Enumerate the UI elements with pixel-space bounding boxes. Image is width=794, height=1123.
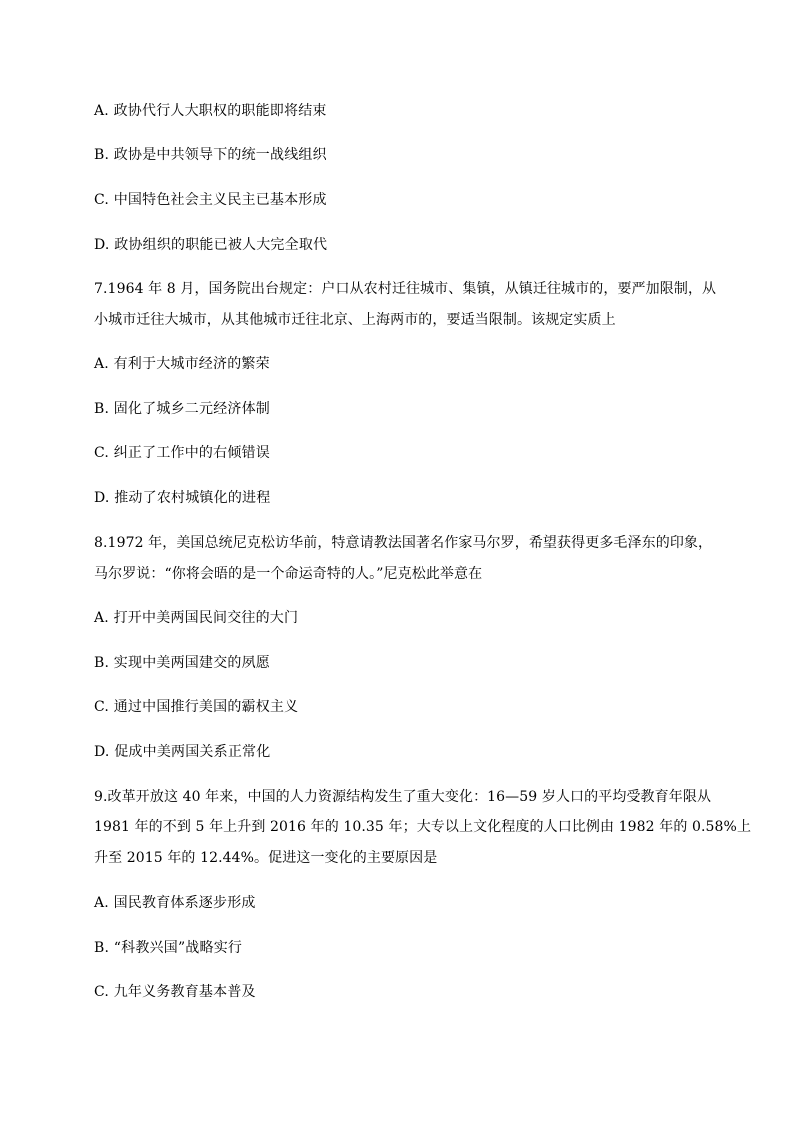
- q6-option-b: B. 政协是中共领导下的统一战线组织: [94, 147, 327, 163]
- q6-option-c: C. 中国特色社会主义民主已基本形成: [94, 192, 327, 208]
- q6-option-a: A. 政协代行人大职权的职能即将结束: [94, 103, 327, 119]
- q7-option-c: C. 纠正了工作中的右倾错误: [94, 445, 270, 461]
- q8-stem-line-1: 8.1972 年，美国总统尼克松访华前，特意请教法国著名作家马尔罗，希望获得更多毛泽东的印象，: [94, 535, 713, 551]
- q9-option-b: B. “科教兴国”战略实行: [94, 940, 243, 956]
- q7-option-b: B. 固化了城乡二元经济体制: [94, 401, 270, 417]
- q7-option-a: A. 有利于大城市经济的繁荣: [94, 356, 270, 372]
- q9-option-c: C. 九年义务教育基本普及: [94, 984, 256, 1000]
- q9-stem-line-1: 9.改革开放这 40 年来，中国的人力资源结构发生了重大变化：16—59 岁人口的平均受教育年限从: [94, 789, 712, 805]
- q8-option-b: B. 实现中美两国建交的夙愿: [94, 655, 270, 671]
- q7-option-d: D. 推动了农村城镇化的进程: [94, 490, 271, 506]
- q9-option-a: A. 国民教育体系逐步形成: [94, 895, 256, 911]
- q8-option-a: A. 打开中美两国民间交往的大门: [94, 610, 299, 626]
- q8-option-c: C. 通过中国推行美国的霸权主义: [94, 699, 299, 715]
- q7-stem-line-1: 7.1964 年 8 月，国务院出台规定：户口从农村迁往城市、集镇，从镇迁往城市的，要严加限制，从: [94, 281, 717, 297]
- q6-option-d: D. 政协组织的职能已被人大完全取代: [94, 237, 328, 253]
- q9-stem-line-3: 升至 2015 年的 12.44%。促进这一变化的主要原因是: [94, 850, 438, 866]
- q8-option-d: D. 促成中美两国关系正常化: [94, 744, 271, 760]
- q7-stem-line-2: 小城市迁往大城市，从其他城市迁往北京、上海两市的，要适当限制。该规定实质上: [94, 312, 616, 328]
- q9-stem-line-2: 1981 年的不到 5 年上升到 2016 年的 10.35 年；大专以上文化程度的人口比例由 1982 年的 0.58%上: [94, 819, 752, 835]
- q8-stem-line-2: 马尔罗说：“你将会晤的是一个命运奇特的人。”尼克松此举意在: [94, 566, 483, 582]
